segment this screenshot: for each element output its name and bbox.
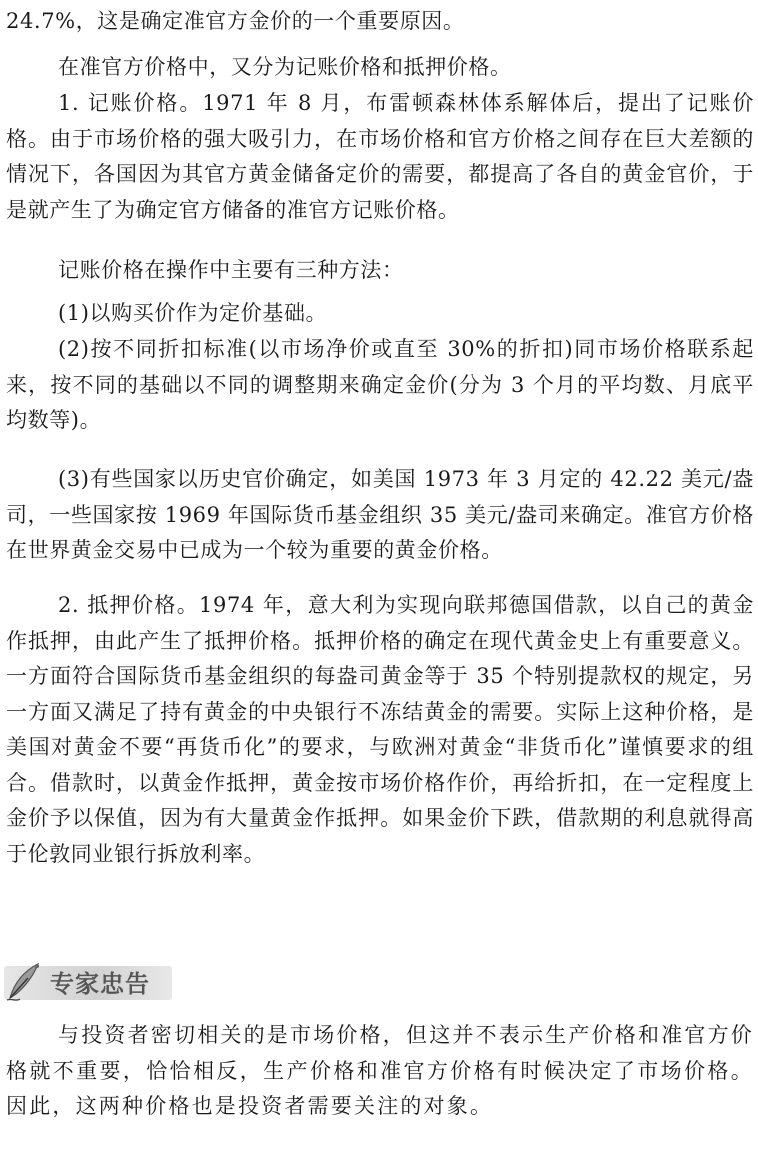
expert-tip-title: 专家忠告 (50, 969, 150, 998)
paragraph-mortgage-price: 2. 抵押价格。1974 年，意大利为实现向联邦德国借款，以自己的黄金作抵押，由此产生了抵押价格。抵押价格的确定在现代黄金史上有重要意义。一方面符合国际货币基金组织的每盎司黄金等于 35 个特别提款权的规定，另一方面又满足了持有黄金的中央银行不冻结黄金的需要。实际上这种价格，是美国对黄金不要“再货币化”的要求，与欧洲对黄金“非货币化”谨慎要求的组合。借款时，以黄金作抵押，黄金按市场价格作价，再给折扣，在一定程度上金价予以保值，因为有大量黄金作抵押。如果金价下跌，借款期的利息就得高于伦敦同业银行拆放利率。 (6, 593, 754, 866)
paragraph-three-methods: 记账价格在操作中主要有三种方法： (58, 258, 404, 282)
paragraph-method-2: (2)按不同折扣标准(以市场净价或直至 30%的折扣)同市场价格联系起来，按不同的基础以不同的调整期来确定金价(分为 3 个月的平均数、月底平均数等)。 (6, 337, 754, 432)
paragraph-method-3: (3)有些国家以历史官价确定，如美国 1973 年 3 月定的 42.22 美元/盎司，一些国家按 1969 年国际货币基金组织 35 美元/盎司来确定。准官方价格在世界黄金交易中已成为一个较为重要的黄金价格。 (6, 467, 754, 562)
expert-tip-text: 与投资者密切相关的是市场价格，但这并不表示生产价格和准官方价格就不重要，恰恰相反，生产价格和准官方价格有时候决定了市场价格。因此，这两种价格也是投资者需要关注的对象。 (6, 1023, 754, 1118)
paragraph-2: 在准官方价格中，又分为记账价格和抵押价格。 (58, 55, 512, 79)
quill-icon (4, 958, 48, 1004)
paragraph-1: 24.7%，这是确定准官方金价的一个重要原因。 (6, 9, 465, 33)
expert-tip-header (4, 958, 172, 1004)
paragraph-bookkeeping-price: 1. 记账价格。1971 年 8 月，布雷顿森林体系解体后，提出了记账价格。由于市场价格的强大吸引力，在市场价格和官方价格之间存在巨大差额的情况下，各国因为其官方黄金储备定价的需要，都提高了各自的黄金官价，于是就产生了为确定官方储备的准官方记账价格。 (6, 91, 754, 222)
paragraph-method-1: (1)以购买价作为定价基础。 (58, 301, 328, 325)
